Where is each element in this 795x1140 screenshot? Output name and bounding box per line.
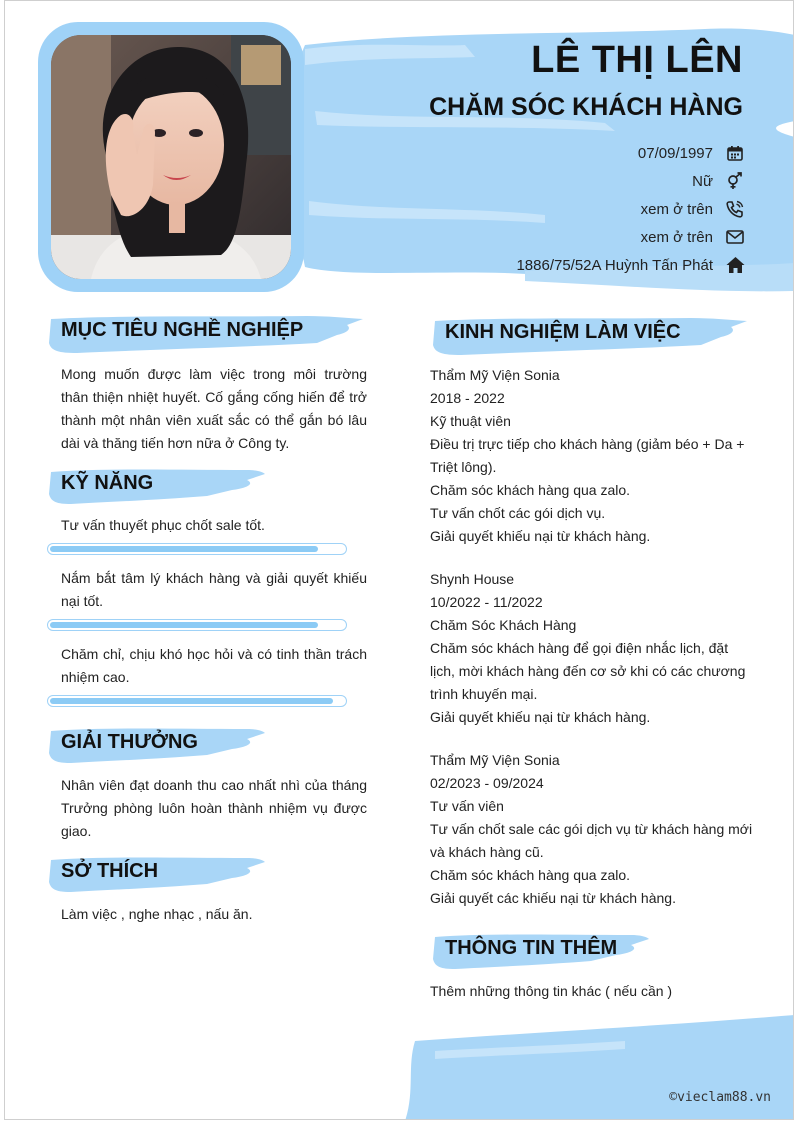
experience-entry	[430, 749, 755, 910]
section-title-extra	[431, 931, 651, 969]
experience-period: 2018 - 2022	[430, 390, 505, 406]
candidate-name: LÊ THỊ LÊN	[531, 39, 743, 81]
experience-duty: Giải quyết khiếu nại từ khách hàng.	[430, 528, 651, 544]
experience-entry	[430, 364, 755, 548]
experience-position: Tư vấn viên	[430, 798, 504, 814]
experience-position: Kỹ thuật viên	[430, 413, 511, 429]
awards-text: Nhân viên đạt doanh thu cao nhất nhì của tháng Trưởng phòng luôn hoàn thành nhiệm vụ được giao.	[61, 777, 367, 839]
experience-position: Chăm Sóc Khách Hàng	[430, 617, 577, 633]
experience-period: 10/2022 - 11/2022	[430, 594, 543, 610]
contact-address	[516, 251, 745, 279]
birthdate-text: 07/09/1997	[637, 144, 713, 162]
skill-item-text: Nắm bắt tâm lý khách hàng và giải quyết khiếu nại tốt.	[61, 570, 367, 609]
objective-title: MỤC TIÊU NGHỀ NGHIỆP	[61, 319, 304, 341]
profile-photo-frame	[38, 22, 304, 292]
phone-icon	[725, 199, 745, 219]
skill-level-bar	[47, 619, 347, 631]
footer-watermark: ©vieclam88.vn	[669, 1090, 771, 1105]
experience-entry	[430, 568, 755, 729]
skill-item-text: Tư vấn thuyết phục chốt sale tốt.	[61, 517, 265, 533]
experience-company: Thẩm Mỹ Viện Sonia	[430, 752, 560, 768]
awards-title: GIẢI THƯỞNG	[61, 731, 198, 753]
calendar-icon	[725, 143, 745, 163]
home-icon	[725, 255, 745, 275]
experience-duty: Chăm sóc khách hàng qua zalo.	[430, 867, 631, 883]
experience-duty: Tư vấn chốt sale các gói dịch vụ từ khách hàng mới và khách hàng cũ.	[430, 821, 753, 860]
experience-company: Shynh House	[430, 571, 515, 587]
section-title-hobbies	[47, 854, 267, 892]
skill-level-fill	[50, 698, 333, 704]
skill-level-bar	[47, 543, 347, 555]
section-title-awards	[47, 725, 267, 763]
experience-title: KINH NGHIỆM LÀM VIỆC	[445, 321, 681, 343]
gender-text: Nữ	[692, 172, 713, 190]
section-title-experience	[431, 315, 751, 353]
experience-duty: Chăm sóc khách hàng qua zalo.	[430, 482, 631, 498]
contact-phone	[516, 195, 745, 223]
contact-list	[516, 139, 745, 279]
skill-item-text: Chăm chỉ, chịu khó học hỏi và có tinh thần trách nhiệm cao.	[61, 646, 367, 685]
experience-duty: Điều trị trực tiếp cho khách hàng (giảm béo + Da + Triệt lông).	[430, 436, 745, 475]
skill-level-fill	[50, 622, 318, 628]
gender-icon	[725, 171, 745, 191]
job-title: CHĂM SÓC KHÁCH HÀNG	[429, 93, 743, 121]
skill-level-fill	[50, 546, 318, 552]
hobbies-text: Làm việc , nghe nhạc , nấu ăn.	[61, 906, 253, 922]
experience-duty: Tư vấn chốt các gói dịch vụ.	[430, 505, 606, 521]
contact-gender	[516, 167, 745, 195]
objective-text: Mong muốn được làm việc trong môi trường thân thiện nhiệt huyết. Cố gắng cống hiến để trở thành một nhân viên xuất sắc có thể gắn bó lâu dài và thăng tiến hơn nữa ở Công ty.	[61, 366, 367, 451]
experience-company: Thẩm Mỹ Viện Sonia	[430, 367, 560, 383]
address-text: 1886/75/52A Huỳnh Tấn Phát	[516, 256, 713, 274]
hobbies-title: SỞ THÍCH	[61, 860, 159, 882]
phone-text: xem ở trên	[640, 200, 713, 218]
contact-email	[516, 223, 745, 251]
skill-level-bar	[47, 695, 347, 707]
email-icon	[725, 227, 745, 247]
experience-duty: Giải quyết các khiếu nại từ khách hàng.	[430, 890, 676, 906]
section-title-skills	[47, 466, 267, 504]
experience-duty: Giải quyết khiếu nại từ khách hàng.	[430, 709, 651, 725]
extra-text: Thêm những thông tin khác ( nếu cần )	[430, 983, 673, 999]
section-title-objective	[47, 313, 367, 351]
experience-duty: Chăm sóc khách hàng để gọi điện nhắc lịch, đặt lịch, mời khách hàng đến cơ sở khi có các chương trình khuyến mại.	[430, 640, 746, 702]
cv-page	[4, 0, 794, 1120]
skills-title: KỸ NĂNG	[61, 472, 154, 494]
experience-period: 02/2023 - 09/2024	[430, 775, 544, 791]
email-text: xem ở trên	[640, 228, 713, 246]
profile-photo	[51, 35, 291, 279]
contact-birthdate	[516, 139, 745, 167]
extra-title: THÔNG TIN THÊM	[445, 937, 618, 959]
